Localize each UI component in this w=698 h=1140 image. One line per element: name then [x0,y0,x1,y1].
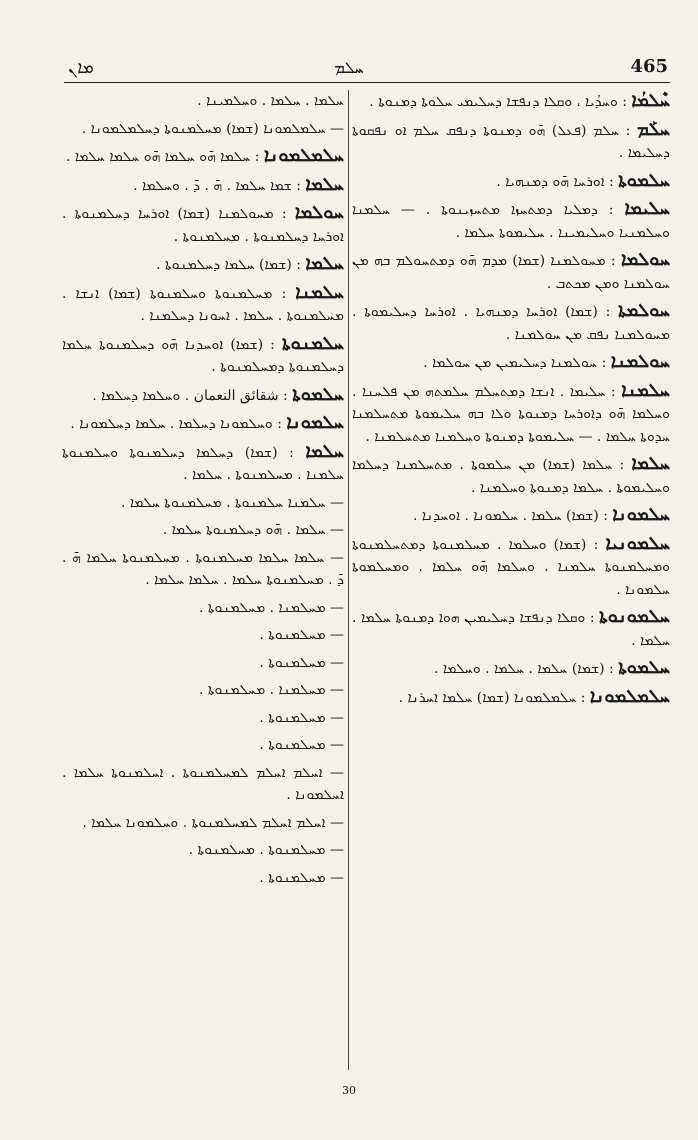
entry-definition: ܚܠܡܐ ܗ̄ܘ ܚܠܡܐ ܗ̄ܘ ܚܠܡܐ ܚܠܡܐ . [65,149,251,165]
entry-headword: ܚܠܡܢܐ [621,379,670,401]
dictionary-entry [62,519,344,542]
dictionary-entry [62,839,344,862]
entry-definition: — ܡܚܠܡܢܘܬܐ . ܡܚܠܡܢܘܬܐ . [188,842,344,858]
dictionary-entry [62,333,344,379]
entry-definition: ܕܡܠܝܐ ܕܡܬܚܙܐ ܡܬܚܙܝܢܘܬܐ . — ܚܠܡܢܐ ܘܚܠܡܢܝܐ ܘܚܠܝܡܝܢܐ . ܚܠܝܡܘܬܐ ܚܠܡܐ . [352,202,670,241]
entry-definition: — ܐܚܠܡ ܐܚܠܡ ܠܡܚܠܡܢܘܬܐ . ܘܚܠܡܘܢܐ ܚܠܡܐ . [82,814,344,831]
entry-definition: ܚܠܡܐ (ܫܡܐ) ܡܢ ܚܠܡܘܬܐ . ܡܬܚܠܡܢܐ ܕܚܠܡܐ ܘܚܠܝܡܘܬܐ . ܚܠܡܐ ܕܡܢܘܬܐ ܘܚܠܡܢܐ . [352,457,670,496]
entry-definition: (ܫܡܐ) ܚܠܡܐ . ܚܠܡܘܢܐ . ܐܘܚܕܢܐ . [412,508,599,524]
column-divider [348,90,349,1070]
entry-headword: ܚܘܠܡܐ [294,202,344,223]
header-center-word: ܚܠܡ [334,58,364,77]
entry-headword: ܚܠܡܐ [305,440,344,462]
page-number: 465 [630,56,668,77]
entry-definition: — ܚܠܡܠܡܘܢܐ (ܫܡܐ) ܡܚܠܡܢܘܬܐ ܕܚܠܡܠܡܘܢܐ . [81,120,344,137]
headword-separator: : [612,457,632,473]
entry-definition: ܘܚܠܡܘܢܐ ܕܚܠܡܐ . ܚܠܡܐ ܕܚܠܡܘܢܐ . [70,416,273,432]
headword-separator: : [272,285,296,302]
header-rule [64,82,670,83]
headword-separator: : [605,383,622,400]
entry-definition: ܚܠܡܐ . ܚܠܡܐ . ܘܚܠܡܝܢܐ . [197,93,344,109]
dictionary-entry [352,686,670,710]
entry-definition: (ܫܡܐ) ܚܠܡܐ . ܚܠܡܐ . ܘܚܠܡܐ . [433,661,605,677]
entry-headword: ܚܘܠܡܐ [620,249,671,270]
dictionary-entry [62,624,344,647]
header-left-word: ܡܐܢ [68,58,94,78]
dictionary-entry [62,707,344,730]
entry-definition: ܚܠܡܠܡܘܢܐ (ܫܡܐ) ܚܠܡܐ ܐܚܪܢܐ . [398,689,577,706]
dictionary-entry [62,441,344,487]
entry-headword: ܚܠܡܘܢܘܬܐ [599,606,670,627]
dictionary-entry [352,351,670,375]
entry-headword: ܚܠܡܘܬܐ [292,383,344,405]
entry-definition: ܡܚܘܠܡܢܐ (ܫܡܐ) ܐܘܪܚܐ ܕܚܠܡܢܘܬܐ . ܐܘܪܚܐ ܕܚܠܡܢܘܬܐ . ܡܚܠܡܢܘܬܐ . [62,206,344,245]
entry-definition: ܚܘܠܡܢܐ ܕܚܠܝܡܝܢ ܡܢ ܚܘܠܡܐ . [423,355,598,371]
dictionary-entry [352,198,670,244]
entry-definition: — ܡܚܠܡܢܘܬܐ . [259,709,344,726]
headword-separator: : [278,387,293,404]
entry-headword: ܚܠܡܘܢܐ [286,412,344,433]
entry-headword: ܚܠܝܡܐ [624,198,670,219]
dictionary-entry [62,652,344,675]
entry-definition: (ܫܡܐ) ܘܚܠܡܐ . ܡܚܠܡܢܘܬܐ ܕܡܬܚܠܡܢܘܬܐ ܘܡܚܠܡܢܘܬܐ ܚܠܡܢܐ . ܘܚܠܡܐ ܗ̄ܘ ܚܠܡܐ . ܘܡܚܠܡܘܬܐ ܚܠܡܘܢܐ . [352,536,670,598]
entry-definition: ܘܩܠܐ ܕܢܦܫܐ ܕܚܠܝܡܝܢ ܗܘܐ ܕܡܢܘܬܐ ܚܠܡܐ . ܚܠܡܐ . [352,610,670,649]
entry-definition: — ܡܚܠܡܢܘܬܐ . [259,627,344,643]
headword-separator: : [272,416,287,432]
headword-separator: : [263,336,283,353]
dictionary-entry [62,253,344,277]
entry-headword: ܚܠܡܐ [631,453,670,474]
headword-separator: : [604,661,619,677]
entry-definition: ܚܠܡ (ܦܥܠ) ܗ̄ܘ ܕܡܢܘܬܐ ܕܢܦܩ ܚܠܡ ܐܘ ܢܦܩܘܬܐ ܕܚܠܝܡܐ . [352,122,670,161]
headword-separator: : [598,508,613,524]
headword-separator: : [250,149,264,165]
entry-definition: شقائق النعمان . ܘܚܠܡܐ ܕܚܠܡܐ . [92,387,279,404]
entry-definition: (ܫܡܐ) ܚܠܡܐ ܕܚܠܡܢܘܬܐ . [156,257,292,273]
headword-separator: : [605,253,621,269]
entry-definition: (ܫܡܐ) ܐܘܚܕܢܐ ܗ̄ܘ ܕܚܠܡܢܘܬܐ ܚܠܡܐ ܕܚܠܡܢܘܬܐ ܕܡܚܠܡܢܘܬܐ . [62,336,344,375]
entry-headword: ܚܠܡܢܐ [295,281,344,303]
entry-definition: — ܡܚܠܡܢܐ . ܡܚܠܡܢܘܬܐ . [198,682,344,698]
dictionary-entry [62,762,344,807]
dictionary-entry [62,812,344,835]
headword-separator: : [585,610,600,626]
dictionary-entry [62,202,344,248]
dictionary-entry [62,174,344,198]
entry-definition: — ܚܠܡܢܐ ܚܠܡܢܘܬܐ . ܡܚܠܡܢܘܬܐ ܚܠܡܐ . [120,494,344,511]
headword-separator: : [597,202,625,218]
dictionary-entry [62,867,344,890]
entry-headword: ܚܠܡܐ [305,173,344,195]
headword-separator: : [586,536,606,553]
entry-headword: ܚܠܡܠܡܘܢܐ [589,685,670,707]
dictionary-entry [352,453,670,499]
headword-separator: : [291,177,306,194]
entry-headword: ܚܠܡܘܢܐ [612,504,670,525]
dictionary-entry [352,249,670,295]
dictionary-entry [352,90,670,114]
dictionary-entry [62,90,344,113]
entry-definition: ܚܠܝܡܐ . ܐܢܫܐ ܕܡܬܚܠܡ ܚܠܡܬܗ ܡܢ ܦܠܚܢܐ . ܘܚܠܡܐ ܗ̄ܘ ܕܐܘܪܚܐ ܕܡܢܘܬܐ ܘܠܐ ܒܗ ܚܠܝܡܘܬܐ ܡܬܚܠܡܢܐ ܚܕܘܬܐ ܚܠܡܐ . — ܚܠܝܡܘܬܐ ܕܡܢܘܬܐ ܘܚܠܡܢܐ ܡܬܚܠܡܢܐ . [352,383,670,445]
right-column [352,90,670,1070]
entry-definition: ܡܚܘܠܡܢܐ (ܫܡܐ) ܡܕܡ ܗ̄ܘ ܕܡܬܚܘܠܡ ܒܗ ܡܢ ܚܘܠܡܢܐ ܘܡܢ ܡܟܬܒ . [352,253,670,292]
entry-headword: ܚܠܡܢܘܬܐ [282,332,344,354]
dictionary-entry [62,492,344,515]
entry-definition: (ܫܡܐ) ܐܘܪܚܐ ܕܡܢܗܝܐ . ܐܘܪܚܐ ܕܚܠܝܡܘܬܐ . ܡܚܘܠܡܢܐ ܢܦܩ ܡܢ ܚܘܠܡܢܐ . [352,304,670,343]
headword-separator: : [604,173,619,190]
dictionary-entry [62,282,344,328]
headword-separator: : [597,304,619,320]
dictionary-entry [62,547,344,592]
signature-mark: 30 [342,1084,356,1097]
dictionary-entry [62,145,344,169]
entry-definition: — ܚܠܡܐ ܚܠܡܐ ܡܚܠܡܢܘܬܐ . ܡܚܠܡܢܘܬܐ ܚܠܡܐ ܗ̄ . ܕ̄ . ܡܚܠܡܢܘܬܐ ܚܠܡܐ . ܚܠܡܐ ܚܠܡܐ . [62,549,344,588]
left-column [62,90,344,1070]
dictionary-entry [62,384,344,408]
entry-definition: — ܡܚܠܡܢܘܬܐ . [259,654,344,671]
entry-headword: ܚܶܠܡܳܐ [631,90,670,111]
entry-definition: — ܐܚܠܡ ܐܚܠܡ ܠܡܚܠܡܢܘܬܐ . ܐܚܠܡܢܘܬܐ ܚܠܡܐ . ܐܚܠܡܘܢܐ . [62,764,344,803]
headword-separator: : [277,444,306,461]
entry-definition: ܡܚܠܡܢܘܬܐ ܘܚܠܡܢܘܬܐ (ܫܡܐ) ܐܢܫܐ . ܡܚܠܡܢܘܬܐ . ܚܠܡܐ . ܐܚܘܢܐ ܕܚܠܡܢܐ . [62,285,344,324]
entry-headword: ܚܠܡܘܬܐ [618,169,670,191]
dictionary-entry [352,170,670,194]
entry-headword: ܚܠܡܠܡܘܢܐ [263,145,344,166]
entry-definition: — ܡܚܠܡܢܐ . ܡܚܠܡܢܘܬܐ . [198,599,344,616]
headword-separator: : [597,355,611,371]
headword-separator: : [618,122,638,139]
entry-headword: ܚܠܡܐ [305,253,344,274]
headword-separator: : [576,689,590,706]
dictionary-entry [352,300,670,346]
headword-separator: : [617,94,632,110]
entry-definition: — ܡܚܠܡܢܘܬܐ . [259,737,344,753]
dictionary-entry [62,597,344,620]
entry-definition: ܫܡܐ ܚܠܡܐ . ܗ̄ . ܕ̄ . ܘܚܠܡܐ . [133,177,292,194]
entry-definition: ܐܘܪܚܐ ܗ̄ܘ ܕܡܢܗܝܐ . [496,173,605,190]
entry-headword: ܚܠܡܘܬܐ [618,657,670,678]
dictionary-entry [352,657,670,681]
entry-headword: ܚܘܠܡܬܐ [618,300,670,321]
entry-headword: ܚܠܰܡ [637,118,670,140]
entry-definition: ܘܚܕܳܝܐ ، ܘܩܠܐ ܕܢܦܫܐ ܕܚܠܝܡܝ ܚܠܘܬܐ ܕܡܢܘܬܐ . [369,94,618,110]
dictionary-entry [62,679,344,702]
dictionary-entry [352,606,670,652]
dictionary-entry [352,380,670,449]
headword-separator: : [291,257,306,273]
entry-definition: — ܡܚܠܡܢܘܬܐ . [259,869,344,886]
entry-headword: ܚܘܠܡܢܐ [610,351,670,372]
dictionary-entry [352,119,670,165]
dictionary-entry [62,118,344,141]
entry-definition: (ܫܡܐ) ܕܚܠܡܐ ܕܚܠܡܢܘܬܐ ܘܚܠܡܢܘܬܐ ܚܠܡܢܐ . ܡܚܠܡܢܘܬܐ . ܚܠܡܐ . [62,444,344,483]
dictionary-entry [352,533,670,602]
entry-definition: — ܚܠܡܐ . ܗ̄ܘ ܕܚܠܡܢܘܬܐ ܚܠܡܐ . [162,522,344,538]
dictionary-entry [352,504,670,528]
headword-separator: : [273,206,295,222]
dictionary-entry [62,412,344,436]
dictionary-entry [62,734,344,757]
entry-headword: ܚܠܡܘܢܝܐ [605,532,670,554]
